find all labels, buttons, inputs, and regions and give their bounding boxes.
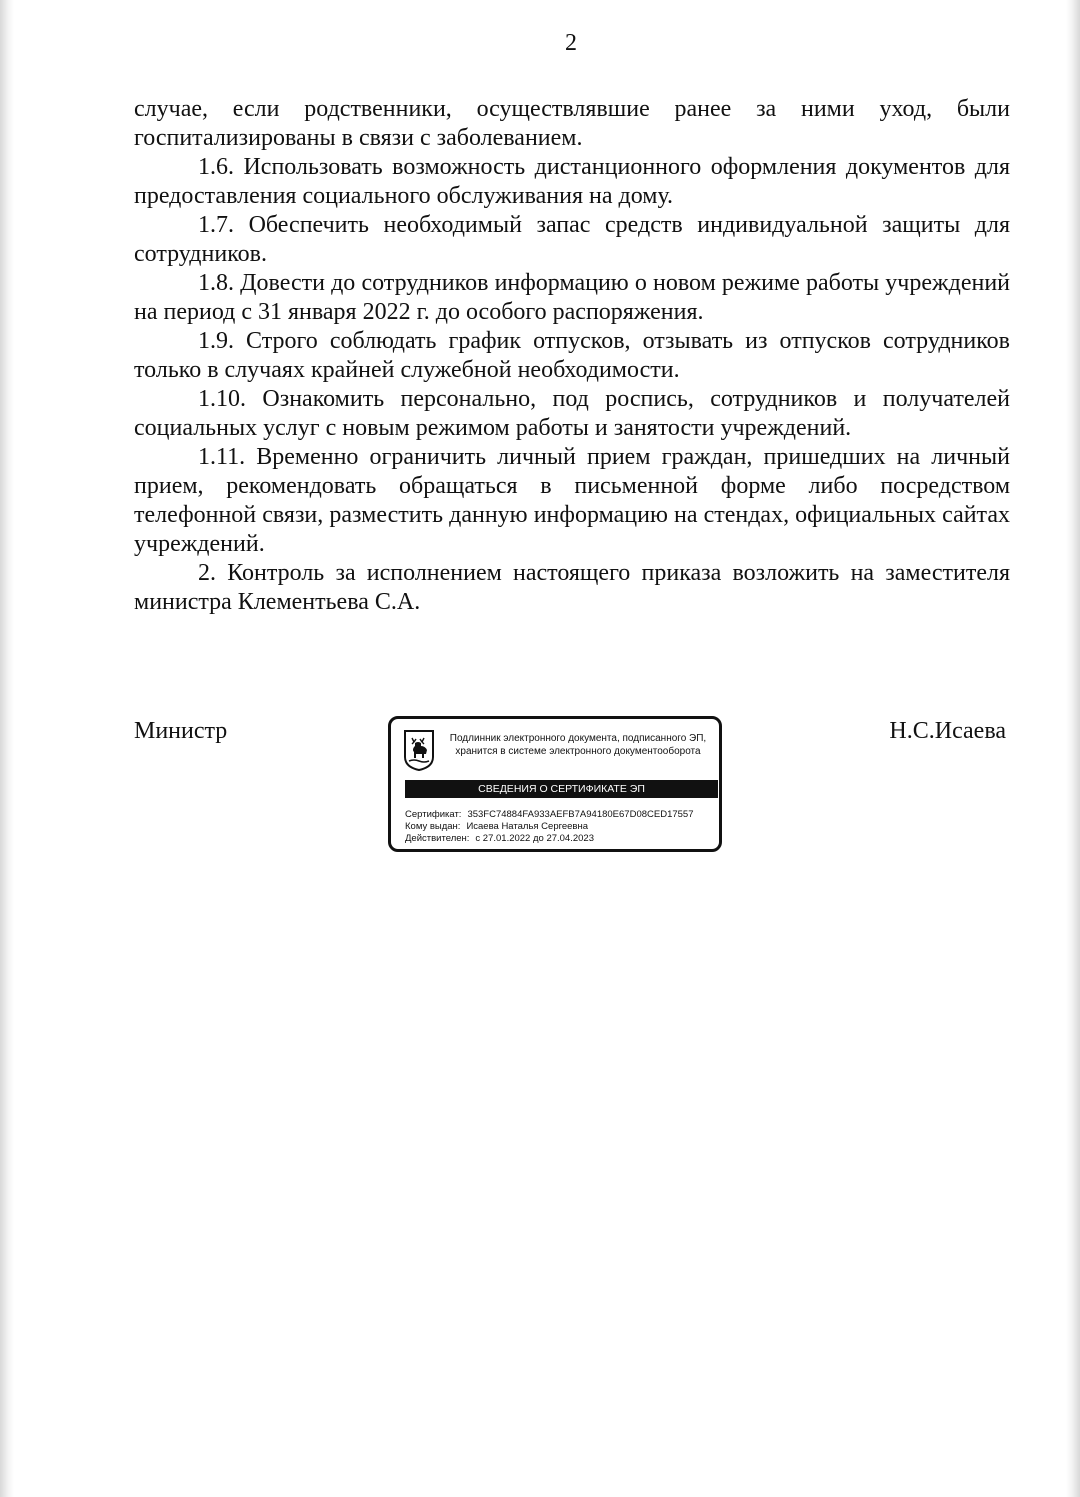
issued-to-value: Исаева Наталья Сергеевна bbox=[466, 821, 589, 832]
page-number: 2 bbox=[565, 30, 577, 56]
certificate-value: 353FC74884FA933AEFB7A94180E67D08CED17557 bbox=[467, 809, 694, 820]
signature-name: Н.С.Исаева bbox=[889, 718, 1006, 744]
electronic-signature-stamp bbox=[388, 716, 722, 852]
paragraph-1-8: 1.8. Довести до сотрудников информацию о новом режиме работы учреждений на период с 31 января 2022 г. до особого распоряжения. bbox=[134, 270, 1010, 325]
deer-coat-of-arms-icon bbox=[403, 729, 435, 771]
paragraph-1-11: 1.11. Временно ограничить личный прием граждан, пришедших на личный прием, рекомендовать обращаться в письменной форме либо посредством телефонной связи, разместить данную информацию на стендах, официальных сайтах учреждений. bbox=[134, 444, 1010, 557]
paragraph-1-10: 1.10. Ознакомить персонально, под роспись, сотрудников и получателей социальных услуг с новым режимом работы и занятости учреждений. bbox=[134, 386, 1010, 441]
certificate-row bbox=[405, 809, 715, 821]
stamp-header bbox=[439, 732, 717, 758]
paragraph-1-6: 1.6. Использовать возможность дистанционного оформления документов для предоставления социального обслуживания на дому. bbox=[134, 154, 1010, 209]
certificate-label: Сертификат: bbox=[405, 809, 462, 820]
issued-to-row bbox=[405, 821, 715, 833]
page-edge-right bbox=[1066, 0, 1080, 1497]
page-edge-left bbox=[0, 0, 14, 1497]
stamp-header-line2: хранится в системе электронного документооборота bbox=[455, 746, 701, 757]
valid-row bbox=[405, 833, 715, 845]
paragraph-1-9: 1.9. Строго соблюдать график отпусков, отзывать из отпусков сотрудников только в случаях крайней служебной необходимости. bbox=[134, 328, 1010, 383]
stamp-fields bbox=[405, 809, 715, 845]
stamp-header-line1: Подлинник электронного документа, подписанного ЭП, bbox=[449, 733, 707, 744]
paragraph-1-7: 1.7. Обеспечить необходимый запас средств индивидуальной защиты для сотрудников. bbox=[134, 212, 1010, 267]
document-body bbox=[134, 95, 1010, 617]
paragraph-2: 2. Контроль за исполнением настоящего приказа возложить на заместителя министра Клементьева С.А. bbox=[134, 560, 1010, 615]
paragraph-continuation: случае, если родственники, осуществлявшие ранее за ними уход, были госпитализированы в связи с заболеванием. bbox=[134, 96, 1010, 151]
valid-value: с 27.01.2022 до 27.04.2023 bbox=[475, 833, 594, 844]
valid-label: Действителен: bbox=[405, 833, 470, 844]
signature-title: Министр bbox=[134, 718, 228, 744]
stamp-certificate-bar: СВЕДЕНИЯ О СЕРТИФИКАТЕ ЭП bbox=[405, 780, 718, 798]
issued-to-label: Кому выдан: bbox=[405, 821, 461, 832]
